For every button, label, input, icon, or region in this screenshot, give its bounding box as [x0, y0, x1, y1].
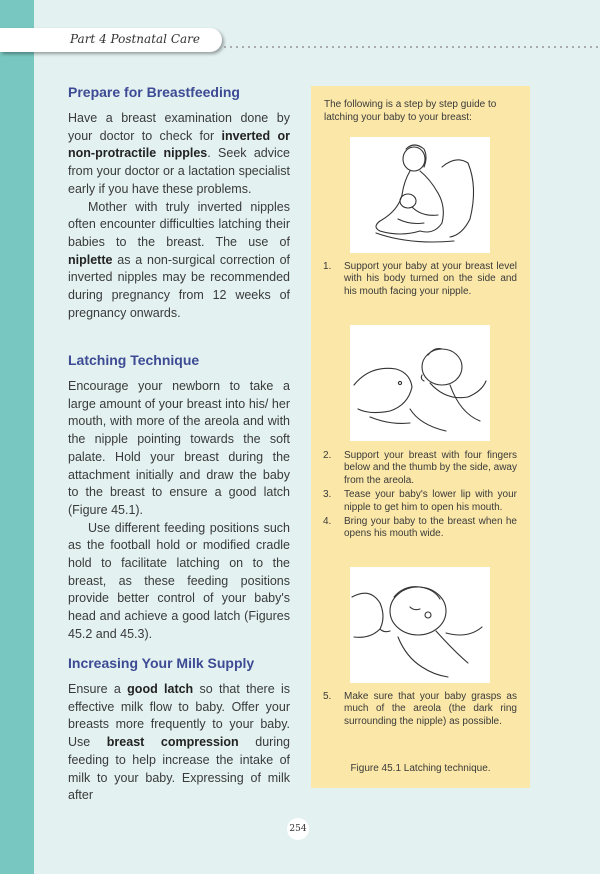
- section-prepare: [68, 83, 290, 101]
- section-latching-body: [68, 378, 290, 644]
- section-latching: [68, 351, 290, 369]
- header-dotted-rule: [222, 46, 600, 48]
- illustration-baby-latched-on-breast: [350, 567, 490, 683]
- section-supply: [68, 654, 290, 672]
- figure-caption: Figure 45.1 Latching technique.: [350, 763, 491, 774]
- bold-term: niplette: [68, 252, 113, 267]
- step-list: [323, 261, 517, 300]
- step-item: 3. Tease your baby's lower lip with your nipple to get him to open his mouth.: [323, 489, 517, 513]
- step-list: [323, 691, 517, 730]
- illustration-baby-approaching-breast: [350, 325, 490, 441]
- bold-term: breast compression: [106, 735, 239, 750]
- bold-term: good latch: [127, 682, 194, 696]
- illustration-mother-cradling-baby: [350, 137, 490, 253]
- section-heading: Prepare for Breastfeeding: [68, 84, 240, 100]
- section-heading: Latching Technique: [68, 352, 200, 368]
- figure-box: [311, 86, 530, 788]
- paragraph: Encourage your newborn to take a large amount of your breast into his/ her mouth, with more of the areola and with the nipple pointing towards the soft palate. Hold your breast during the attachment initially and draw the baby to the breast to ensure a good latch (Figure 45.1).: [68, 379, 290, 517]
- paragraph: Use different feeding positions such as the football hold or modified cradle hold to facilitate latching on to the breast, as these feeding positions provide better control of your baby's head and achieve a good latch (Figures 45.2 and 45.3).: [68, 520, 290, 641]
- step-list: [323, 450, 517, 543]
- step-item: 5. Make sure that your baby grasps as much of the areola (the dark ring surrounding the nipple) as possible.: [323, 691, 517, 727]
- running-header: Part 4 Postnatal Care: [70, 32, 200, 46]
- paragraph: Ensure a good latch so that there is effective milk flow to baby. Offer your breasts more frequently to your baby. Use breast compression during feeding to help increase the intake of milk to your baby. Expressing of milk after: [68, 682, 290, 803]
- bold-term: inverted or non-protractile nipples: [68, 128, 290, 161]
- paragraph: Mother with truly inverted nipples often encounter difficulties latching their babies to the breast. The use of niplette as a non-surgical correction of inverted nipples may be recommended during pregnancy from 12 weeks of pregnancy onwards.: [68, 199, 290, 320]
- page-number: 254: [287, 818, 309, 840]
- figure-intro: The following is a step by step guide to latching your baby to your breast:: [324, 99, 497, 123]
- left-color-band: [0, 0, 34, 874]
- step-item: 1. Support your baby at your breast level with his body turned on the side and his mouth facing your nipple.: [323, 261, 517, 297]
- step-item: 2. Support your breast with four fingers below and the thumb by the side, away from the areola.: [323, 450, 517, 486]
- paragraph: Have a breast examination done by your doctor to check for inverted or non-protractile nipples. Seek advice from your doctor or a lactation specialist early if you have these problems.: [68, 111, 290, 196]
- step-item: 4. Bring your baby to the breast when he opens his mouth wide.: [323, 516, 517, 540]
- section-supply-body: [68, 681, 290, 805]
- section-heading: Increasing Your Milk Supply: [68, 655, 255, 671]
- section-prepare-body: [68, 110, 290, 322]
